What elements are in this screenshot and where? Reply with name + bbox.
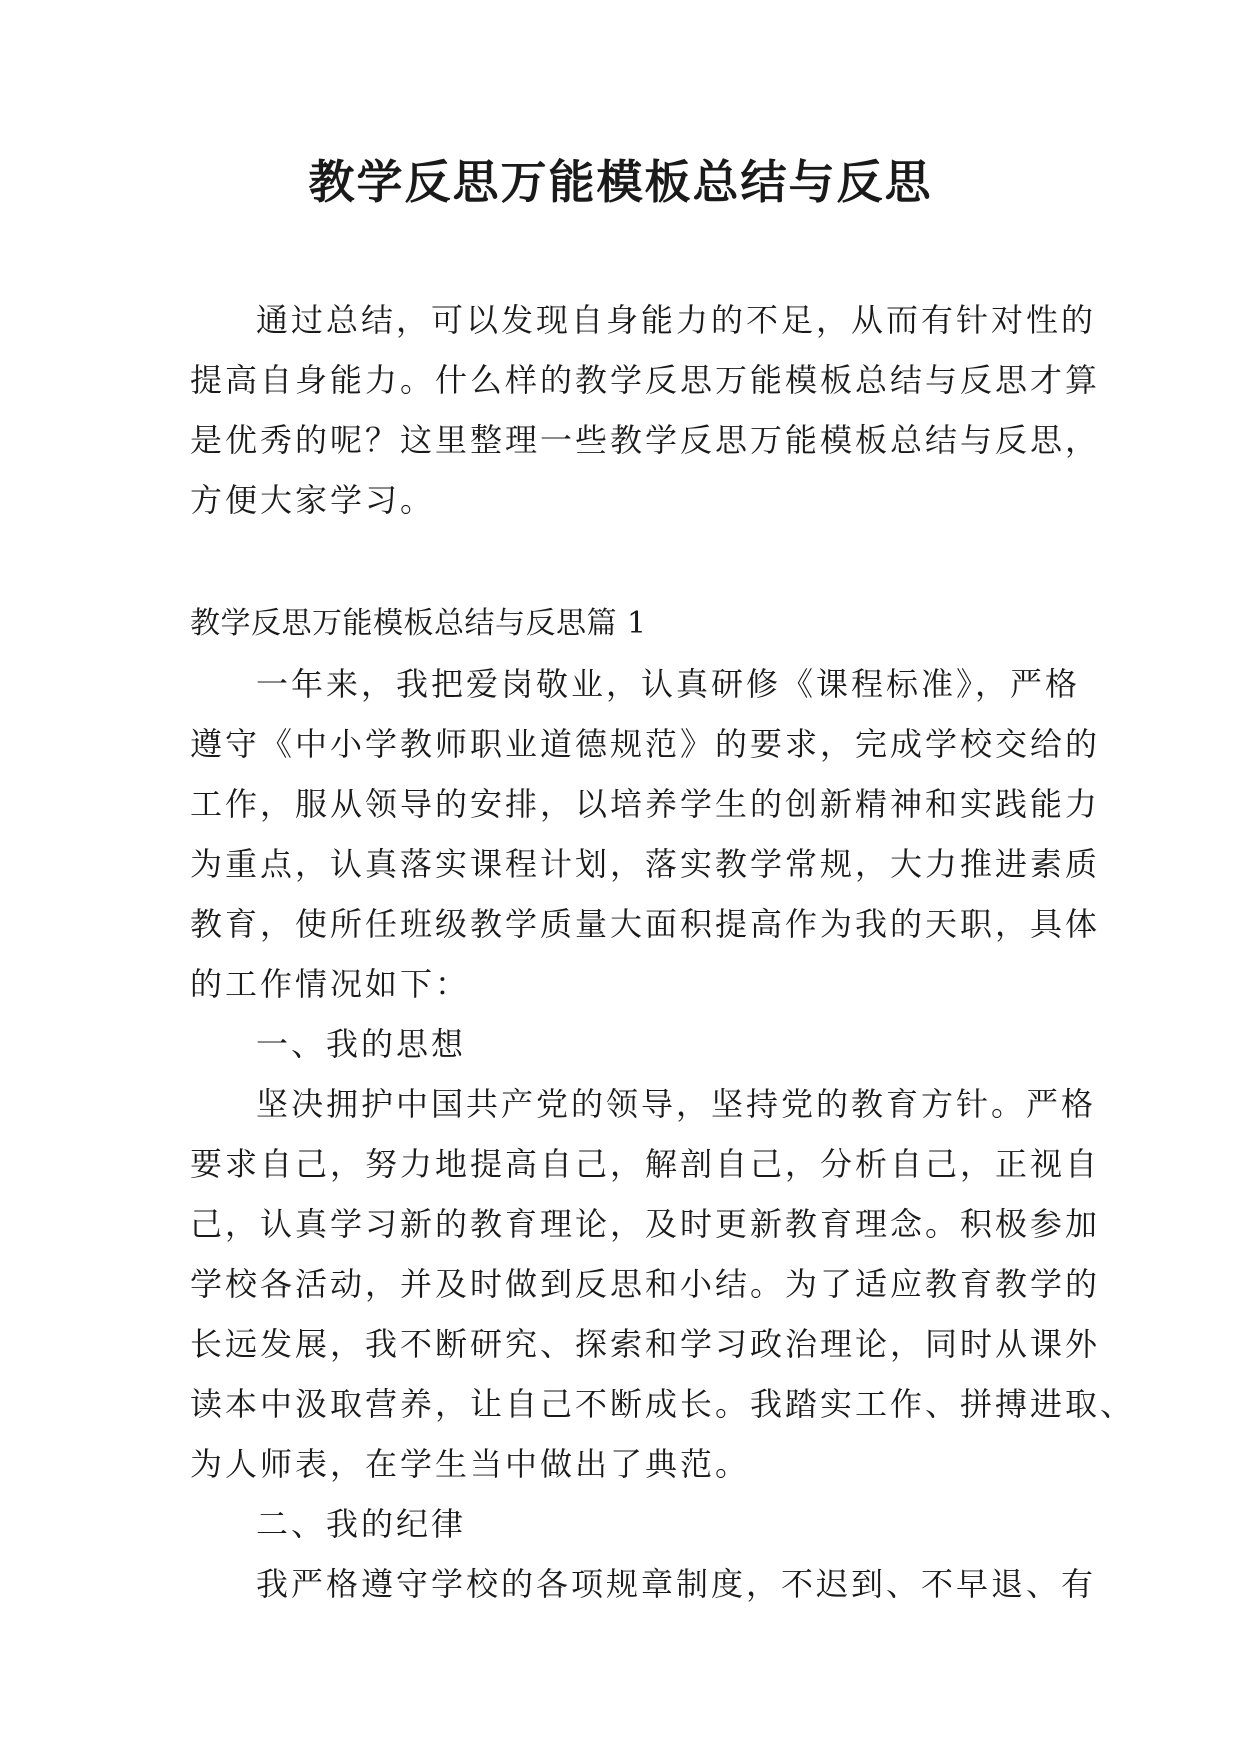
paragraph-line: 己，认真学习新的教育理论，及时更新教育理念。积极参加 xyxy=(190,1205,1101,1243)
paragraph-line: 坚决拥护中国共产党的领导，坚持党的教育方针。严格 xyxy=(256,1085,1097,1123)
paragraph-line: 教育，使所任班级教学质量大面积提高作为我的天职，具体 xyxy=(190,905,1101,943)
document-title: 教学反思万能模板总结与反思 xyxy=(308,155,933,209)
intro-line: 提高自身能力。什么样的教学反思万能模板总结与反思才算 xyxy=(190,361,1101,399)
paragraph-line: 为重点，认真落实课程计划，落实教学常规，大力推进素质 xyxy=(190,845,1101,883)
paragraph-line: 长远发展，我不断研究、探索和学习政治理论，同时从课外 xyxy=(190,1325,1101,1363)
document-body xyxy=(190,290,1136,1614)
subheading: 一、我的思想 xyxy=(256,1025,467,1063)
paragraph-line: 学校各活动，并及时做到反思和小结。为了适应教育教学的 xyxy=(190,1265,1101,1303)
paragraph-gap xyxy=(190,530,1052,594)
subheading: 二、我的纪律 xyxy=(256,1505,467,1543)
paragraph-line: 遵守《中小学教师职业道德规范》的要求，完成学校交给的 xyxy=(190,725,1101,763)
paragraph-line: 要求自己，努力地提高自己，解剖自己，分析自己，正视自 xyxy=(190,1145,1101,1183)
intro-line: 是优秀的呢？这里整理一些教学反思万能模板总结与反思， xyxy=(190,421,1101,459)
paragraph-line: 我严格遵守学校的各项规章制度，不迟到、不早退、有 xyxy=(256,1565,1097,1603)
paragraph-line: 读本中汲取营养，让自己不断成长。我踏实工作、拼搏进取、 xyxy=(190,1385,1136,1423)
intro-line: 通过总结，可以发现自身能力的不足，从而有针对性的 xyxy=(256,301,1097,339)
section-heading: 教学反思万能模板总结与反思篇 1 xyxy=(190,606,647,641)
paragraph-line: 为人师表，在学生当中做出了典范。 xyxy=(190,1445,751,1483)
paragraph-line: 一年来，我把爱岗敬业，认真研修《课程标准》，严格 xyxy=(256,665,1081,703)
intro-line: 方便大家学习。 xyxy=(190,481,436,519)
paragraph-line: 的工作情况如下： xyxy=(190,965,471,1003)
paragraph-line: 工作，服从领导的安排，以培养学生的创新精神和实践能力 xyxy=(190,785,1101,823)
